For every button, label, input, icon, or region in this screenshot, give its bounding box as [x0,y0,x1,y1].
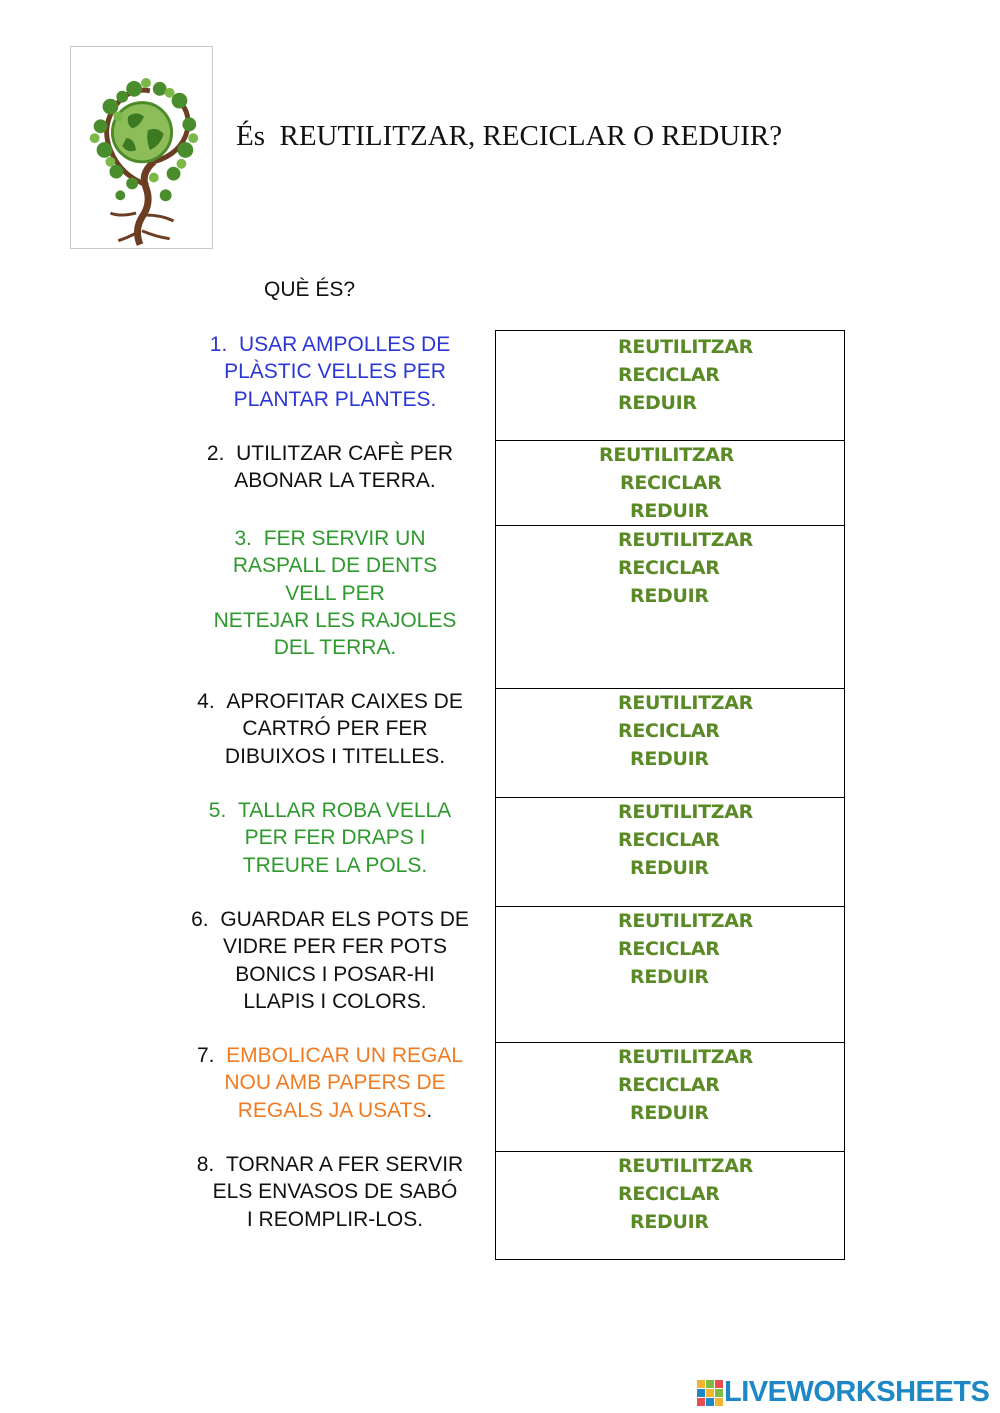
question-line: REGALS JA USATS [237,1098,427,1122]
question-line: VELL PER [285,581,385,605]
option-reduir[interactable]: REDUIR [630,1102,709,1124]
option-reduir[interactable]: REDUIR [630,857,709,879]
option-reduir[interactable]: REDUIR [630,500,709,522]
liveworksheets-brand [697,1376,997,1410]
question-line: TORNAR A FER SERVIR [225,1153,464,1176]
question-3 [165,525,495,661]
question-line: ABONAR LA TERRA. [234,469,436,493]
question-line: ELS ENVASOS DE SABÓ [212,1180,458,1204]
question-number: 4. [197,690,215,713]
answer-box-2 [495,440,845,526]
question-line: GUARDAR ELS POTS DE [220,908,469,931]
option-reciclar[interactable]: RECICLAR [618,829,720,851]
option-reciclar[interactable]: RECICLAR [618,557,720,579]
option-reduir[interactable]: REDUIR [630,966,709,988]
question-2 [165,440,495,495]
question-5 [165,797,495,879]
question-number: 7. [196,1044,215,1067]
option-reutilitzar[interactable]: REUTILITZAR [618,1155,754,1177]
option-reutilitzar[interactable]: REUTILITZAR [618,1046,754,1068]
question-number: 5. [208,799,227,822]
liveworksheets-logo-icon [697,1380,723,1406]
question-7 [165,1042,495,1124]
option-reciclar[interactable]: RECICLAR [618,1074,720,1096]
question-line: FER SERVIR UN [263,527,426,550]
answer-box-1 [495,330,845,441]
brand-name: LIVEWORKSHEETS [724,1376,990,1408]
answer-box-3 [495,525,845,689]
option-reciclar[interactable]: RECICLAR [618,938,720,960]
question-line: I REOMPLIR-LOS. [246,1207,424,1231]
answer-box-8 [495,1151,845,1260]
question-number: 1. [209,333,228,356]
option-reciclar[interactable]: RECICLAR [618,720,720,742]
option-reduir[interactable]: REDUIR [618,392,697,414]
option-reutilitzar[interactable]: REUTILITZAR [599,444,735,466]
question-line: EMBOLICAR UN REGAL [226,1044,464,1067]
question-line: APROFITAR CAIXES DE [226,690,463,713]
question-line: DEL TERRA. [273,636,397,660]
option-reciclar[interactable]: RECICLAR [618,364,720,386]
option-reutilitzar[interactable]: REUTILITZAR [618,529,754,551]
tree-globe-icon [71,47,212,248]
question-line: USAR AMPOLLES DE [238,333,451,356]
option-reutilitzar[interactable]: REUTILITZAR [618,336,754,358]
option-reduir[interactable]: REDUIR [630,1211,709,1233]
question-number: 2. [206,442,225,465]
question-line: UTILITZAR CAFÈ PER [236,442,454,465]
answer-box-6 [495,906,845,1043]
answer-box-7 [495,1042,845,1152]
question-line: BONICS I POSAR-HI [235,962,435,986]
option-reduir[interactable]: REDUIR [630,585,709,607]
question-line: CARTRÓ PER FER [242,717,428,741]
question-6 [165,906,495,1015]
question-line: PER FER DRAPS I [244,826,426,850]
question-number: 8. [196,1153,215,1176]
question-line: PLANTAR PLANTES. [233,387,437,411]
option-reutilitzar[interactable]: REUTILITZAR [618,910,754,932]
option-reciclar[interactable]: RECICLAR [620,472,722,494]
question-1 [165,331,495,413]
option-reutilitzar[interactable]: REUTILITZAR [618,801,754,823]
question-line: TREURE LA POLS. [242,853,428,877]
answer-box-5 [495,797,845,907]
subtitle: QUÈ ÉS? [264,278,356,301]
answer-box-4 [495,688,845,798]
question-line: DIBUIXOS I TITELLES. [224,744,446,768]
question-line: NETEJAR LES RAJOLES [213,608,457,632]
question-line: NOU AMB PAPERS DE [224,1071,446,1095]
question-number: 3. [234,527,253,550]
tree-globe-logo [70,46,213,249]
question-line: TALLAR ROBA VELLA [237,799,452,822]
question-4 [165,688,495,770]
question-8 [165,1151,495,1233]
option-reutilitzar[interactable]: REUTILITZAR [618,692,754,714]
option-reciclar[interactable]: RECICLAR [618,1183,720,1205]
question-line: PLÀSTIC VELLES PER [224,360,446,384]
question-line: RASPALL DE DENTS [232,554,438,578]
question-line: VIDRE PER FER POTS [222,935,448,959]
question-trailing: . [426,1098,433,1122]
option-reduir[interactable]: REDUIR [630,748,709,770]
page-title: És REUTILITZAR, RECICLAR O REDUIR? [236,120,783,152]
question-number: 6. [191,908,209,931]
question-line: LLAPIS I COLORS. [243,989,427,1013]
